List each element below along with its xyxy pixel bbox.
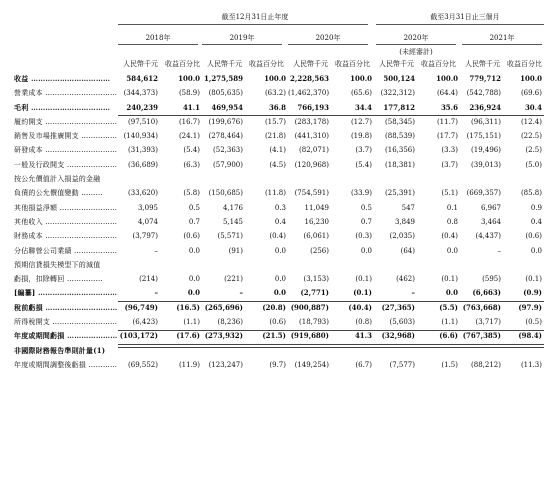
cell-revenue-pct: (5.0) [525, 160, 542, 169]
cell-revenue-pct: (33.9) [350, 189, 372, 198]
cell-rmb-value [460, 258, 503, 272]
year-rule-2018 [118, 44, 198, 45]
cell-rmb-value [460, 172, 503, 186]
cell-rmb-value: (3,717) [475, 318, 501, 327]
cell-revenue-pct: (0.4) [441, 232, 458, 241]
cell-revenue-pct: 36.8 [268, 102, 286, 112]
row-label: 預期信貸損失模型下的減值 [14, 260, 101, 269]
cell-rmb-value: (69,552) [128, 360, 158, 369]
cell-rmb-value: (175,151) [466, 132, 501, 141]
row-label: 年度或期間調整後虧損 ………… [14, 360, 118, 369]
cell-rmb-value: (1,462,370) [288, 89, 330, 98]
cell-revenue-pct: (3.7) [355, 146, 372, 155]
cell-rmb-value: (462) [396, 275, 415, 284]
cell-rmb-value: 3,095 [137, 203, 158, 212]
cell-revenue-pct: 0.8 [446, 217, 458, 226]
cell-revenue-pct: 0.4 [530, 217, 542, 226]
year-rule-2019 [202, 44, 282, 45]
row-label: 研發成本 ………………………… [14, 146, 118, 155]
cell-rmb-value: (88,212) [471, 360, 501, 369]
row-label: 分佔聯營公司業績 ……………… [14, 246, 118, 255]
income-statement-table [14, 72, 544, 372]
cell-rmb-value: (273,932) [204, 331, 243, 341]
cell-revenue-pct: 100.0 [520, 74, 542, 83]
cell-rmb-value: (214) [139, 275, 158, 284]
header-rule-quarter [376, 24, 544, 25]
header-year-2018: 2018年 [145, 34, 171, 42]
cell-rmb-value: (767,385) [462, 331, 501, 341]
row-label: 負債的公允價值變動 ……… [14, 189, 103, 198]
cell-rmb-value: 5,145 [222, 217, 243, 226]
header-rmb-2018: 人民幣千元 [123, 60, 158, 68]
cell-revenue-pct [503, 172, 544, 186]
cell-revenue-pct: (0.8) [355, 318, 372, 327]
cell-rmb-value: (25,391) [385, 189, 415, 198]
table-row [14, 143, 544, 157]
cell-revenue-pct: (17.7) [436, 132, 458, 141]
cell-revenue-pct: (0.4) [269, 232, 286, 241]
cell-revenue-pct [417, 172, 460, 186]
row-label: 收益 …………………………… [14, 74, 111, 83]
cell-rmb-value: (52,363) [213, 146, 243, 155]
cell-revenue-pct: 41.1 [182, 102, 200, 112]
year-rule-2020-q1 [376, 44, 456, 45]
table-row [14, 358, 544, 372]
cell-rmb-value: (6,423) [132, 318, 158, 327]
cell-revenue-pct: 30.4 [524, 102, 542, 112]
cell-revenue-pct [331, 258, 374, 272]
header-year-2020: 2020年 [315, 34, 341, 42]
cell-revenue-pct: (20.8) [262, 302, 286, 312]
row-label: 其他收入 ………………………… [14, 217, 118, 226]
cell-rmb-value: – [154, 288, 158, 298]
cell-rmb-value [374, 172, 417, 186]
cell-rmb-value: (103,172) [119, 331, 158, 341]
row-label: 所得稅開支 ……………………… [14, 318, 118, 327]
header-pct-2020: 收益百分比 [335, 60, 370, 68]
cell-rmb-value: 236,924 [469, 102, 501, 112]
cell-rmb-value: (283,178) [294, 117, 329, 126]
cell-revenue-pct: 0.0 [446, 246, 458, 255]
cell-revenue-pct: (69.6) [520, 89, 542, 98]
table-row [14, 158, 544, 172]
cell-revenue-pct: (0.6) [525, 232, 542, 241]
row-label: 毛利 …………………………… [14, 102, 111, 112]
cell-revenue-pct: (2.5) [525, 146, 542, 155]
table-row [14, 72, 544, 86]
cell-revenue-pct [160, 172, 202, 186]
row-label: 一般及行政開支 ………………… [14, 160, 118, 169]
cell-revenue-pct [503, 258, 544, 272]
cell-revenue-pct: (24.1) [178, 132, 200, 141]
cell-revenue-pct: (9.7) [269, 360, 286, 369]
cell-revenue-pct: 100.0 [350, 74, 372, 83]
cell-revenue-pct: (40.4) [348, 302, 372, 312]
header-pct-2021-q1: 收益百分比 [507, 60, 542, 68]
cell-rmb-value: – [497, 246, 501, 255]
cell-rmb-value [288, 258, 331, 272]
year-rule-2020 [288, 44, 368, 45]
cell-revenue-pct: 0.0 [274, 246, 286, 255]
cell-revenue-pct: (5.4) [183, 146, 200, 155]
cell-rmb-value [118, 172, 160, 186]
cell-rmb-value: 240,239 [126, 102, 158, 112]
header-rmb-2021-q1: 人民幣千元 [465, 60, 500, 68]
cell-revenue-pct: (11.8) [264, 189, 286, 198]
cell-rmb-value: 779,712 [469, 74, 501, 83]
cell-revenue-pct: (97.9) [518, 302, 542, 312]
cell-rmb-value [374, 258, 417, 272]
cell-revenue-pct: (16.5) [176, 302, 200, 312]
cell-revenue-pct: 34.4 [354, 102, 372, 112]
cell-rmb-value: (19,496) [471, 146, 501, 155]
cell-rmb-value: (278,464) [208, 132, 243, 141]
cell-rmb-value: (36,689) [128, 160, 158, 169]
header-group-quarter: 截至3月31日止三個月 [430, 13, 500, 21]
rule-before-gross-profit [118, 115, 544, 116]
cell-rmb-value: 3,849 [394, 217, 415, 226]
row-label: 其他損益淨額 …………………… [14, 203, 118, 212]
table-row [14, 329, 544, 343]
rule-after-net-loss [118, 344, 544, 348]
income-statement-body [14, 72, 544, 372]
cell-rmb-value [202, 258, 245, 272]
row-label: 年度或期間虧損 ………………… [14, 331, 118, 341]
row-label: 按公允價值計入損益的金融 [14, 175, 101, 184]
cell-rmb-value: (6,663) [472, 288, 501, 298]
cell-revenue-pct: 0.0 [530, 246, 542, 255]
cell-revenue-pct: (6.6) [439, 331, 458, 341]
cell-rmb-value: (16,356) [385, 146, 415, 155]
cell-revenue-pct: 0.0 [188, 246, 200, 255]
cell-rmb-value: 4,074 [137, 217, 158, 226]
cell-revenue-pct: 100.0 [264, 74, 286, 83]
cell-rmb-value: (8,236) [217, 318, 243, 327]
cell-rmb-value [202, 172, 245, 186]
rule-before-net-loss [118, 330, 544, 331]
cell-revenue-pct: (15.7) [264, 117, 286, 126]
cell-revenue-pct: 35.6 [440, 102, 458, 112]
cell-revenue-pct: (85.8) [520, 189, 542, 198]
header-year-2019: 2019年 [229, 34, 255, 42]
table-row [14, 115, 544, 129]
cell-revenue-pct: 0.4 [274, 217, 286, 226]
cell-rmb-value: (5,603) [389, 318, 415, 327]
cell-revenue-pct: (5.5) [439, 302, 458, 312]
header-group-annual: 截至12月31日止年度 [221, 13, 289, 21]
table-row [14, 129, 544, 143]
cell-revenue-pct [331, 172, 374, 186]
cell-rmb-value: (96,749) [124, 302, 158, 312]
cell-rmb-value: (123,247) [208, 360, 243, 369]
cell-rmb-value: – [411, 288, 415, 298]
cell-rmb-value: (150,685) [208, 189, 243, 198]
row-label: 銷售及市場推廣開支 …………… [14, 132, 118, 141]
row-label: 財務成本 ………………………… [14, 232, 118, 241]
cell-revenue-pct: 0.0 [188, 275, 200, 284]
cell-rmb-value: 11,049 [304, 203, 329, 212]
cell-revenue-pct: (4.1) [269, 146, 286, 155]
cell-rmb-value: (2,771) [300, 288, 329, 298]
cell-rmb-value: (140,934) [123, 132, 158, 141]
cell-revenue-pct: (63.2) [264, 89, 286, 98]
cell-revenue-pct: (1.1) [183, 318, 200, 327]
cell-rmb-value: (900,887) [290, 302, 329, 312]
cell-revenue-pct: 0.3 [274, 203, 286, 212]
table-row [14, 286, 544, 300]
year-rule-2021-q1 [462, 44, 542, 45]
cell-revenue-pct: (58.9) [178, 89, 200, 98]
cell-revenue-pct: (0.5) [525, 318, 542, 327]
cell-revenue-pct: (3.7) [441, 160, 458, 169]
cell-rmb-value: (27,365) [381, 302, 415, 312]
cell-rmb-value: 500,124 [383, 74, 415, 83]
cell-revenue-pct: 0.0 [445, 288, 458, 298]
table-row [14, 258, 544, 272]
cell-rmb-value: (5,571) [217, 232, 243, 241]
cell-rmb-value: (4,437) [475, 232, 501, 241]
header-year-2021-q1: 2021年 [489, 34, 515, 42]
cell-rmb-value: (669,357) [466, 189, 501, 198]
cell-revenue-pct: 0.5 [360, 203, 372, 212]
cell-rmb-value: (2,035) [389, 232, 415, 241]
cell-revenue-pct: (3.3) [441, 146, 458, 155]
cell-revenue-pct: (22.5) [520, 132, 542, 141]
cell-rmb-value: (97,510) [128, 117, 158, 126]
cell-revenue-pct: (19.8) [350, 132, 372, 141]
row-label: [編纂] …………………………… [14, 288, 118, 298]
cell-revenue-pct [245, 172, 288, 186]
cell-rmb-value: (96,311) [471, 117, 501, 126]
cell-revenue-pct: 0.0 [273, 288, 286, 298]
cell-rmb-value: (7,577) [389, 360, 415, 369]
cell-rmb-value: (120,968) [294, 160, 329, 169]
cell-revenue-pct: (6.7) [355, 360, 372, 369]
cell-revenue-pct: (1.1) [441, 318, 458, 327]
cell-revenue-pct: (12.7) [350, 117, 372, 126]
cell-rmb-value: (3,153) [303, 275, 329, 284]
cell-revenue-pct: (11.3) [520, 360, 542, 369]
header-year-2020-q1: 2020年 [403, 34, 429, 42]
cell-rmb-value: (441,310) [294, 132, 329, 141]
cell-rmb-value: 584,612 [126, 74, 158, 83]
cell-rmb-value: (18,793) [299, 318, 329, 327]
cell-revenue-pct: (5.4) [355, 160, 372, 169]
cell-revenue-pct: 0.0 [187, 288, 200, 298]
cell-rmb-value: – [239, 288, 243, 298]
cell-revenue-pct [245, 258, 288, 272]
cell-rmb-value: (595) [482, 275, 501, 284]
cell-revenue-pct: (1.5) [441, 360, 458, 369]
cell-revenue-pct: (0.1) [525, 275, 542, 284]
table-row [14, 201, 544, 215]
cell-rmb-value: (763,668) [462, 302, 501, 312]
cell-rmb-value: (265,696) [204, 302, 243, 312]
cell-revenue-pct: (5.8) [183, 189, 200, 198]
cell-revenue-pct: (98.4) [518, 331, 542, 341]
cell-rmb-value: 177,812 [383, 102, 415, 112]
header-rmb-2019: 人民幣千元 [207, 60, 242, 68]
cell-revenue-pct: 0.9 [530, 203, 542, 212]
table-row [14, 215, 544, 229]
cell-revenue-pct: (11.9) [178, 360, 200, 369]
cell-revenue-pct: (0.6) [269, 318, 286, 327]
table-row [14, 229, 544, 243]
cell-rmb-value: (31,393) [128, 146, 158, 155]
cell-rmb-value [118, 258, 160, 272]
cell-rmb-value: (322,312) [380, 89, 415, 98]
cell-rmb-value: (805,635) [208, 89, 243, 98]
cell-rmb-value: 1,275,589 [204, 74, 243, 83]
table-row [14, 315, 544, 329]
table-row [14, 172, 544, 186]
cell-rmb-value: (6,061) [303, 232, 329, 241]
cell-revenue-pct [417, 258, 460, 272]
cell-rmb-value: (88,539) [385, 132, 415, 141]
cell-rmb-value: 6,967 [480, 203, 501, 212]
cell-rmb-value: (91) [228, 246, 243, 255]
cell-revenue-pct: 100.0 [436, 74, 458, 83]
cell-rmb-value: (39,013) [471, 160, 501, 169]
cell-revenue-pct: 0.5 [188, 203, 200, 212]
cell-rmb-value: 469,954 [211, 102, 243, 112]
cell-rmb-value: 547 [401, 203, 415, 212]
cell-revenue-pct: (5.1) [441, 189, 458, 198]
cell-rmb-value: – [154, 246, 158, 255]
row-label: 非國際財務報告準則計量(1) [14, 345, 106, 355]
cell-revenue-pct: (12.4) [520, 117, 542, 126]
cell-rmb-value: 16,230 [304, 217, 329, 226]
cell-revenue-pct: (0.1) [355, 275, 372, 284]
cell-rmb-value: (754,591) [294, 189, 329, 198]
cell-rmb-value: (919,680) [290, 331, 329, 341]
cell-revenue-pct: (64.4) [436, 89, 458, 98]
cell-rmb-value: (542,788) [466, 89, 501, 98]
cell-rmb-value: (64) [400, 246, 415, 255]
table-row [14, 186, 544, 200]
cell-revenue-pct: (4.5) [269, 160, 286, 169]
cell-rmb-value: (33,620) [128, 189, 158, 198]
header-rule-annual [118, 24, 368, 25]
cell-revenue-pct: (16.7) [178, 117, 200, 126]
cell-revenue-pct: 0.7 [360, 217, 372, 226]
cell-rmb-value: (149,254) [294, 360, 329, 369]
table-row [14, 101, 544, 115]
cell-rmb-value: 766,193 [297, 102, 329, 112]
cell-rmb-value: (18,381) [385, 160, 415, 169]
cell-revenue-pct: (0.3) [355, 232, 372, 241]
cell-revenue-pct: 0.0 [360, 246, 372, 255]
header-rmb-2020-q1: 人民幣千元 [379, 60, 414, 68]
header-pct-2020-q1: 收益百分比 [421, 60, 456, 68]
cell-revenue-pct: 41.3 [354, 331, 372, 341]
cell-revenue-pct: 0.1 [446, 203, 458, 212]
header-pct-2018: 收益百分比 [165, 60, 200, 68]
header-pct-2019: 收益百分比 [249, 60, 284, 68]
cell-rmb-value: (58,345) [385, 117, 415, 126]
header-unaudited: (未經審計) [399, 48, 433, 56]
cell-rmb-value: 4,176 [222, 203, 243, 212]
cell-rmb-value: (256) [310, 246, 329, 255]
rule-before-pretax [118, 301, 544, 302]
cell-revenue-pct: (6.3) [183, 160, 200, 169]
cell-revenue-pct [160, 258, 202, 272]
cell-revenue-pct: 0.7 [188, 217, 200, 226]
cell-revenue-pct: (0.9) [523, 288, 542, 298]
table-row [14, 244, 544, 258]
cell-revenue-pct: (11.7) [436, 117, 458, 126]
cell-rmb-value: (221) [224, 275, 243, 284]
cell-rmb-value: (199,676) [208, 117, 243, 126]
table-row [14, 86, 544, 100]
cell-rmb-value [288, 172, 331, 186]
cell-revenue-pct: (0.6) [183, 232, 200, 241]
table-row [14, 301, 544, 315]
cell-revenue-pct: 0.0 [274, 275, 286, 284]
row-label: 履約開支 ………………………… [14, 117, 118, 126]
cell-revenue-pct: (65.6) [350, 89, 372, 98]
cell-rmb-value: (82,071) [299, 146, 329, 155]
header-rmb-2020: 人民幣千元 [293, 60, 328, 68]
cell-rmb-value: 3,464 [480, 217, 501, 226]
cell-revenue-pct: (21.5) [262, 331, 286, 341]
row-label: 虧損，扣除轉回 …………… [14, 275, 103, 284]
cell-revenue-pct: (21.8) [264, 132, 286, 141]
cell-revenue-pct: (0.1) [353, 288, 372, 298]
cell-revenue-pct: (0.1) [441, 275, 458, 284]
cell-revenue-pct: (17.6) [176, 331, 200, 341]
cell-rmb-value: (344,373) [123, 89, 158, 98]
table-row [14, 272, 544, 286]
row-label: 稅前虧損 ………………………… [14, 302, 118, 312]
cell-rmb-value: (57,900) [213, 160, 243, 169]
row-label: 營業成本 ………………………… [14, 89, 118, 98]
cell-rmb-value: (3,797) [132, 232, 158, 241]
cell-rmb-value: (32,968) [381, 331, 415, 341]
cell-revenue-pct: 100.0 [178, 74, 200, 83]
cell-rmb-value: 2,228,563 [290, 74, 329, 83]
